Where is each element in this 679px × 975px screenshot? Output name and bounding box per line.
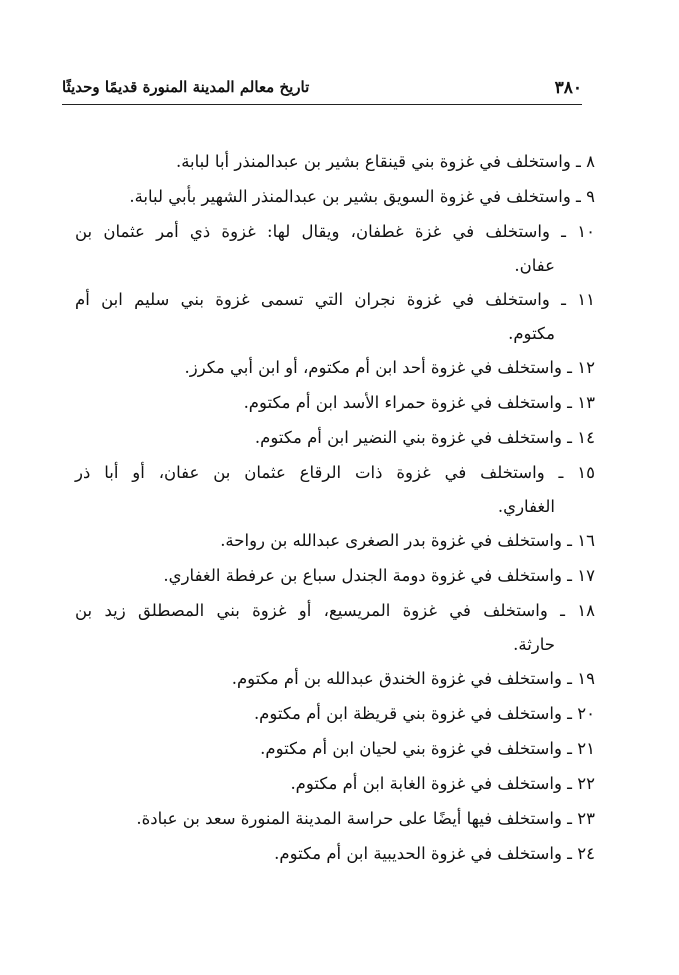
item-text: ـ واستخلف في غزوة أحد ابن أم مكتوم، أو ابن أبي مكرز. — [184, 358, 573, 377]
item-number: ١٠ — [577, 222, 595, 241]
item-text: ـ واستخلف في غزوة الخندق عبدالله بن أم مكتوم. — [231, 669, 573, 688]
item-text: ـ واستخلف فيها أيضًا على حراسة المدينة المنورة سعد بن عبادة. — [136, 809, 573, 828]
item-number: ٢٢ — [577, 774, 595, 793]
list-item — [75, 385, 595, 420]
item-text: ـ واستخلف في غزوة بني قريظة ابن أم مكتوم. — [253, 704, 573, 723]
list-item — [75, 179, 595, 214]
list-item — [75, 350, 595, 385]
item-continuation: عفان. — [514, 256, 555, 275]
list-item — [75, 420, 595, 455]
item-continuation: حارثة. — [513, 635, 555, 654]
list-item — [75, 282, 595, 350]
item-text: ـ واستخلف في غزوة المريسيع، أو غزوة بني المصطلق زيد بن — [75, 601, 565, 620]
list-item — [75, 661, 595, 696]
item-number: ١٥ — [577, 463, 595, 482]
item-number: ٢٤ — [577, 844, 595, 863]
item-number: ٢٠ — [577, 704, 595, 723]
item-text: ـ واستخلف في غزوة ذات الرقاع عثمان بن عفان، أو أبا ذر — [75, 463, 564, 482]
item-text: ـ واستخلف في غزة غطفان، ويقال لها: غزوة ذي أمر عثمان بن — [75, 222, 567, 241]
item-text: ـ واستخلف في غزوة نجران التي تسمى غزوة بني سليم ابن أم — [75, 290, 566, 309]
list-item — [75, 558, 595, 593]
item-text: ـ واستخلف في غزوة الحديبية ابن أم مكتوم. — [274, 844, 573, 863]
item-text: ـ واستخلف في غزوة بدر الصغرى عبدالله بن رواحة. — [220, 531, 573, 550]
list-item — [75, 523, 595, 558]
item-text: ـ واستخلف في غزوة بني لحيان ابن أم مكتوم. — [260, 739, 573, 758]
page-header — [62, 74, 582, 104]
list-item — [75, 766, 595, 801]
item-text: ـ واستخلف في غزوة بني قينقاع بشير بن عبدالمنذر أبا لبابة. — [175, 152, 581, 171]
item-number: ٩ — [586, 187, 595, 206]
header-rule — [62, 104, 582, 105]
item-text: ـ واستخلف في غزوة الغابة ابن أم مكتوم. — [290, 774, 573, 793]
item-text: ـ واستخلف في غزوة دومة الجندل سباع بن عرفطة الغفاري. — [163, 566, 573, 585]
list-item — [75, 144, 595, 179]
list-item — [75, 455, 595, 523]
list-item — [75, 696, 595, 731]
list-item — [75, 836, 595, 871]
list-item — [75, 214, 595, 282]
item-number: ١٢ — [577, 358, 595, 377]
item-text: ـ واستخلف في غزوة السويق بشير بن عبدالمنذر الشهير بأبي لبابة. — [129, 187, 581, 206]
item-text: ـ واستخلف في غزوة حمراء الأسد ابن أم مكتوم. — [243, 393, 573, 412]
list-item — [75, 593, 595, 661]
item-continuation: مكتوم. — [508, 324, 555, 343]
item-number: ١١ — [577, 290, 596, 309]
item-continuation: الغفاري. — [497, 497, 555, 516]
item-number: ٢٣ — [577, 809, 595, 828]
item-number: ٨ — [586, 152, 595, 171]
item-number: ١٧ — [577, 566, 595, 585]
item-text: ـ واستخلف في غزوة بني النضير ابن أم مكتوم. — [254, 428, 573, 447]
item-number: ١٤ — [577, 428, 595, 447]
page-number: ٣٨٠ — [554, 78, 582, 98]
list-item — [75, 731, 595, 766]
running-title: تاريخ معالم المدينة المنورة قديمًا وحديثًا — [62, 78, 310, 96]
item-number: ١٦ — [577, 531, 595, 550]
item-number: ٢١ — [577, 739, 595, 758]
item-number: ١٩ — [577, 669, 595, 688]
item-number: ١٨ — [577, 601, 595, 620]
item-number: ١٣ — [577, 393, 595, 412]
list-body — [75, 144, 595, 871]
list-item — [75, 801, 595, 836]
